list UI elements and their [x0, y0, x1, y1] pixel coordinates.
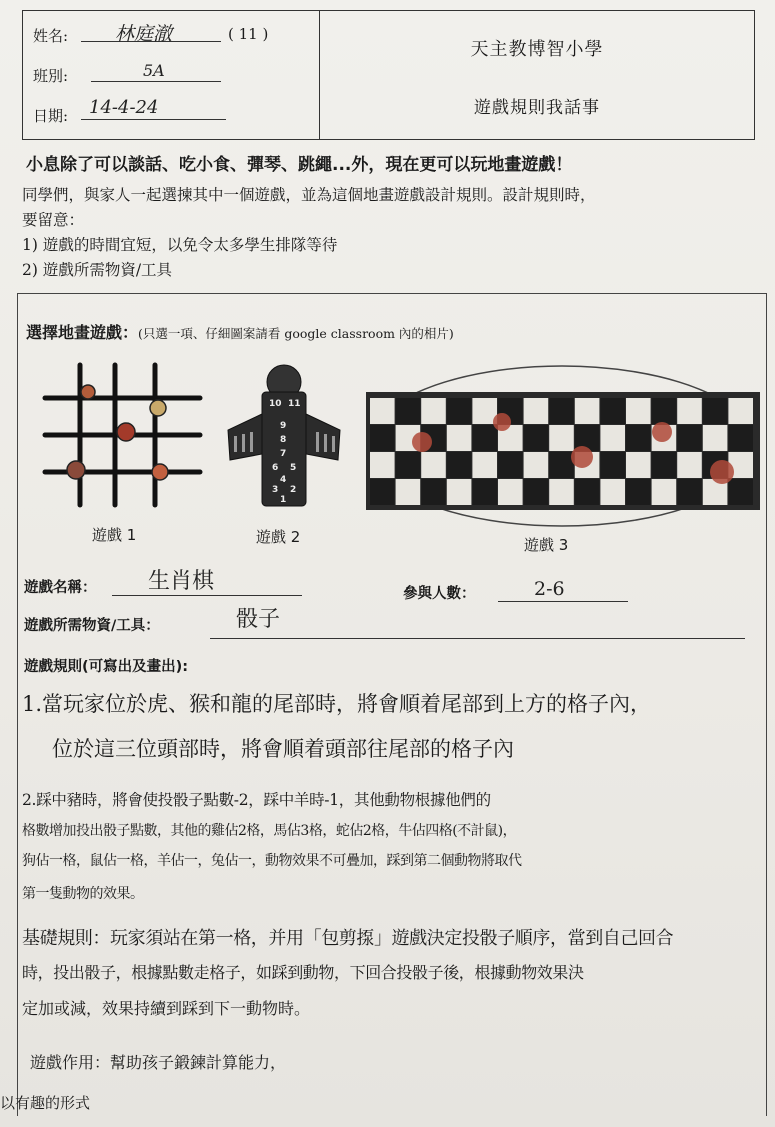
board-cell — [626, 425, 651, 451]
board-cell — [703, 425, 728, 451]
board-cell — [600, 398, 625, 424]
g2-label-6: 6 — [272, 463, 279, 473]
rule-line-7: 基礎規則：玩家須站在第一格，并用「包剪揼」遊戲決定投骰子順序，當到自己回合 — [22, 928, 674, 949]
board-cell — [472, 425, 497, 451]
school-name: 天主教博智小學 — [470, 39, 604, 60]
g2-label-4: 4 — [280, 475, 287, 485]
board-cell — [652, 398, 677, 424]
board-cell — [370, 425, 395, 451]
tools-line — [210, 638, 745, 639]
board-cell — [575, 398, 600, 424]
class-number: ( 11 ) — [228, 25, 269, 43]
board-cell — [728, 479, 753, 505]
rule-line-purpose-insert: 以有趣的形式 — [0, 1094, 91, 1112]
board-cell — [447, 479, 472, 505]
name-row — [33, 25, 68, 46]
rules-label: 遊戲規則(可寫出及畫出): — [24, 659, 189, 675]
select-label: 選擇地畫遊戲： — [26, 323, 139, 342]
board-cell — [370, 398, 395, 424]
game-1-caption: 遊戲 1 — [92, 526, 137, 544]
players-line — [498, 601, 628, 602]
rule-line-2: 位於這三位頭部時，將會順着頭部往尾部的格子內 — [52, 737, 514, 761]
g2-label-2: 2 — [290, 485, 297, 495]
board-cell — [652, 479, 677, 505]
board-cell — [498, 452, 523, 478]
rule-line-purpose: 遊戲作用：幫助孩子鍛鍊計算能力， — [30, 1053, 287, 1072]
board-cell — [575, 479, 600, 505]
board-cell — [396, 452, 421, 478]
board-cell — [600, 479, 625, 505]
date-label: 日期: — [33, 107, 69, 125]
rule-line-1: 1.當玩家位於虎、猴和龍的尾部時，將會順着尾部到上方的格子內， — [22, 692, 652, 716]
select-game-heading — [26, 320, 454, 343]
board-cell — [677, 398, 702, 424]
board-cell — [524, 425, 549, 451]
select-note: (只選一項、仔細圖案請看 google classroom 內的相片) — [138, 326, 454, 341]
board-cell — [472, 479, 497, 505]
g2-label-11: 11 — [288, 399, 301, 409]
board-cell — [549, 398, 574, 424]
g2-label-8: 8 — [280, 435, 287, 445]
board-cell — [370, 452, 395, 478]
board-cell — [472, 452, 497, 478]
board-cell — [728, 398, 753, 424]
instructions — [22, 183, 752, 283]
board-cell — [421, 398, 446, 424]
board-cell — [549, 425, 574, 451]
name-value: 林庭澈 — [115, 23, 173, 45]
game-name-value: 生肖棋 — [148, 569, 215, 594]
rule-line-9: 定加或減，效果持續到踩到下一動物時。 — [22, 999, 311, 1018]
board-cell — [677, 479, 702, 505]
board-cell — [396, 398, 421, 424]
board-cell — [703, 398, 728, 424]
intro-line-2: 要留意： — [22, 211, 85, 229]
intro-point-1: 1) 遊戲的時間宜短，以免令太多學生排隊等待 — [22, 236, 338, 254]
intro-line-1: 同學們，與家人一起選揀其中一個遊戲，並為這個地畫遊戲設計規則。設計規則時， — [22, 186, 596, 204]
g2-label-10: 10 — [269, 399, 282, 409]
board-cell — [626, 479, 651, 505]
game-1-image — [40, 360, 210, 510]
game-3-caption: 遊戲 3 — [524, 536, 569, 554]
date-value: 14-4-24 — [89, 97, 159, 118]
intro-point-2: 2) 遊戲所需物資/工具 — [22, 261, 173, 279]
board-cell — [370, 479, 395, 505]
g2-label-3: 3 — [272, 485, 279, 495]
players-label: 參與人數： — [403, 586, 476, 602]
board-cell — [549, 479, 574, 505]
g2-label-9: 9 — [280, 421, 287, 431]
student-info-box — [23, 11, 320, 139]
header-box — [22, 10, 755, 140]
board-cell — [447, 398, 472, 424]
class-label: 班別: — [33, 67, 69, 85]
board-cell — [600, 425, 625, 451]
name-label: 姓名: — [33, 27, 69, 45]
board-cell — [421, 479, 446, 505]
board-cell — [677, 452, 702, 478]
rule-line-8: 時，投出骰子，根據點數走格子，如踩到動物，下回合投骰子後，根據動物效果決 — [22, 963, 584, 982]
g2-label-1: 1 — [280, 495, 287, 505]
rule-line-3: 2.踩中豬時，將會使投骰子點數-2，踩中羊時-1，其他動物根據他們的 — [22, 791, 491, 809]
class-value: 5A — [143, 61, 165, 80]
board-cell — [396, 479, 421, 505]
board-cell — [524, 398, 549, 424]
game-3-image — [362, 362, 764, 530]
board-cell — [677, 425, 702, 451]
school-box — [320, 11, 754, 139]
board-cell — [447, 452, 472, 478]
game-2-caption: 遊戲 2 — [256, 528, 301, 546]
worksheet-title: 遊戲規則我話事 — [474, 98, 600, 118]
board-cell — [652, 452, 677, 478]
game-name-label: 遊戲名稱： — [24, 580, 97, 596]
board-cell — [498, 479, 523, 505]
rule-line-6: 第一隻動物的效果。 — [22, 886, 144, 902]
board-cell — [600, 452, 625, 478]
date-row — [33, 105, 68, 126]
players-value: 2-6 — [534, 578, 565, 600]
rule-line-5: 狗佔一格，鼠佔一格，羊佔一，兔佔一，動物效果不可疊加，踩到第二個動物將取代 — [22, 853, 522, 869]
board-cell — [421, 452, 446, 478]
headline: 小息除了可以談話、吃小食、彈琴、跳繩...外，現在更可以玩地畫遊戲！ — [26, 155, 573, 175]
board-cell — [524, 452, 549, 478]
board-cell — [524, 479, 549, 505]
game-name-line — [112, 595, 302, 596]
board-cell — [447, 425, 472, 451]
g2-label-7: 7 — [280, 449, 287, 459]
board-cell — [728, 425, 753, 451]
game-2-image — [222, 362, 347, 510]
board-cell — [549, 452, 574, 478]
tools-label: 遊戲所需物資/工具： — [24, 618, 160, 634]
rule-line-4: 格數增加投出骰子點數，其他的雞佔2格，馬佔3格，蛇佔2格，牛佔四格(不計鼠)， — [22, 823, 517, 839]
tools-value: 骰子 — [236, 607, 281, 632]
board-cell — [626, 452, 651, 478]
g2-label-5: 5 — [290, 463, 297, 473]
class-row — [33, 65, 68, 86]
board-cell — [626, 398, 651, 424]
